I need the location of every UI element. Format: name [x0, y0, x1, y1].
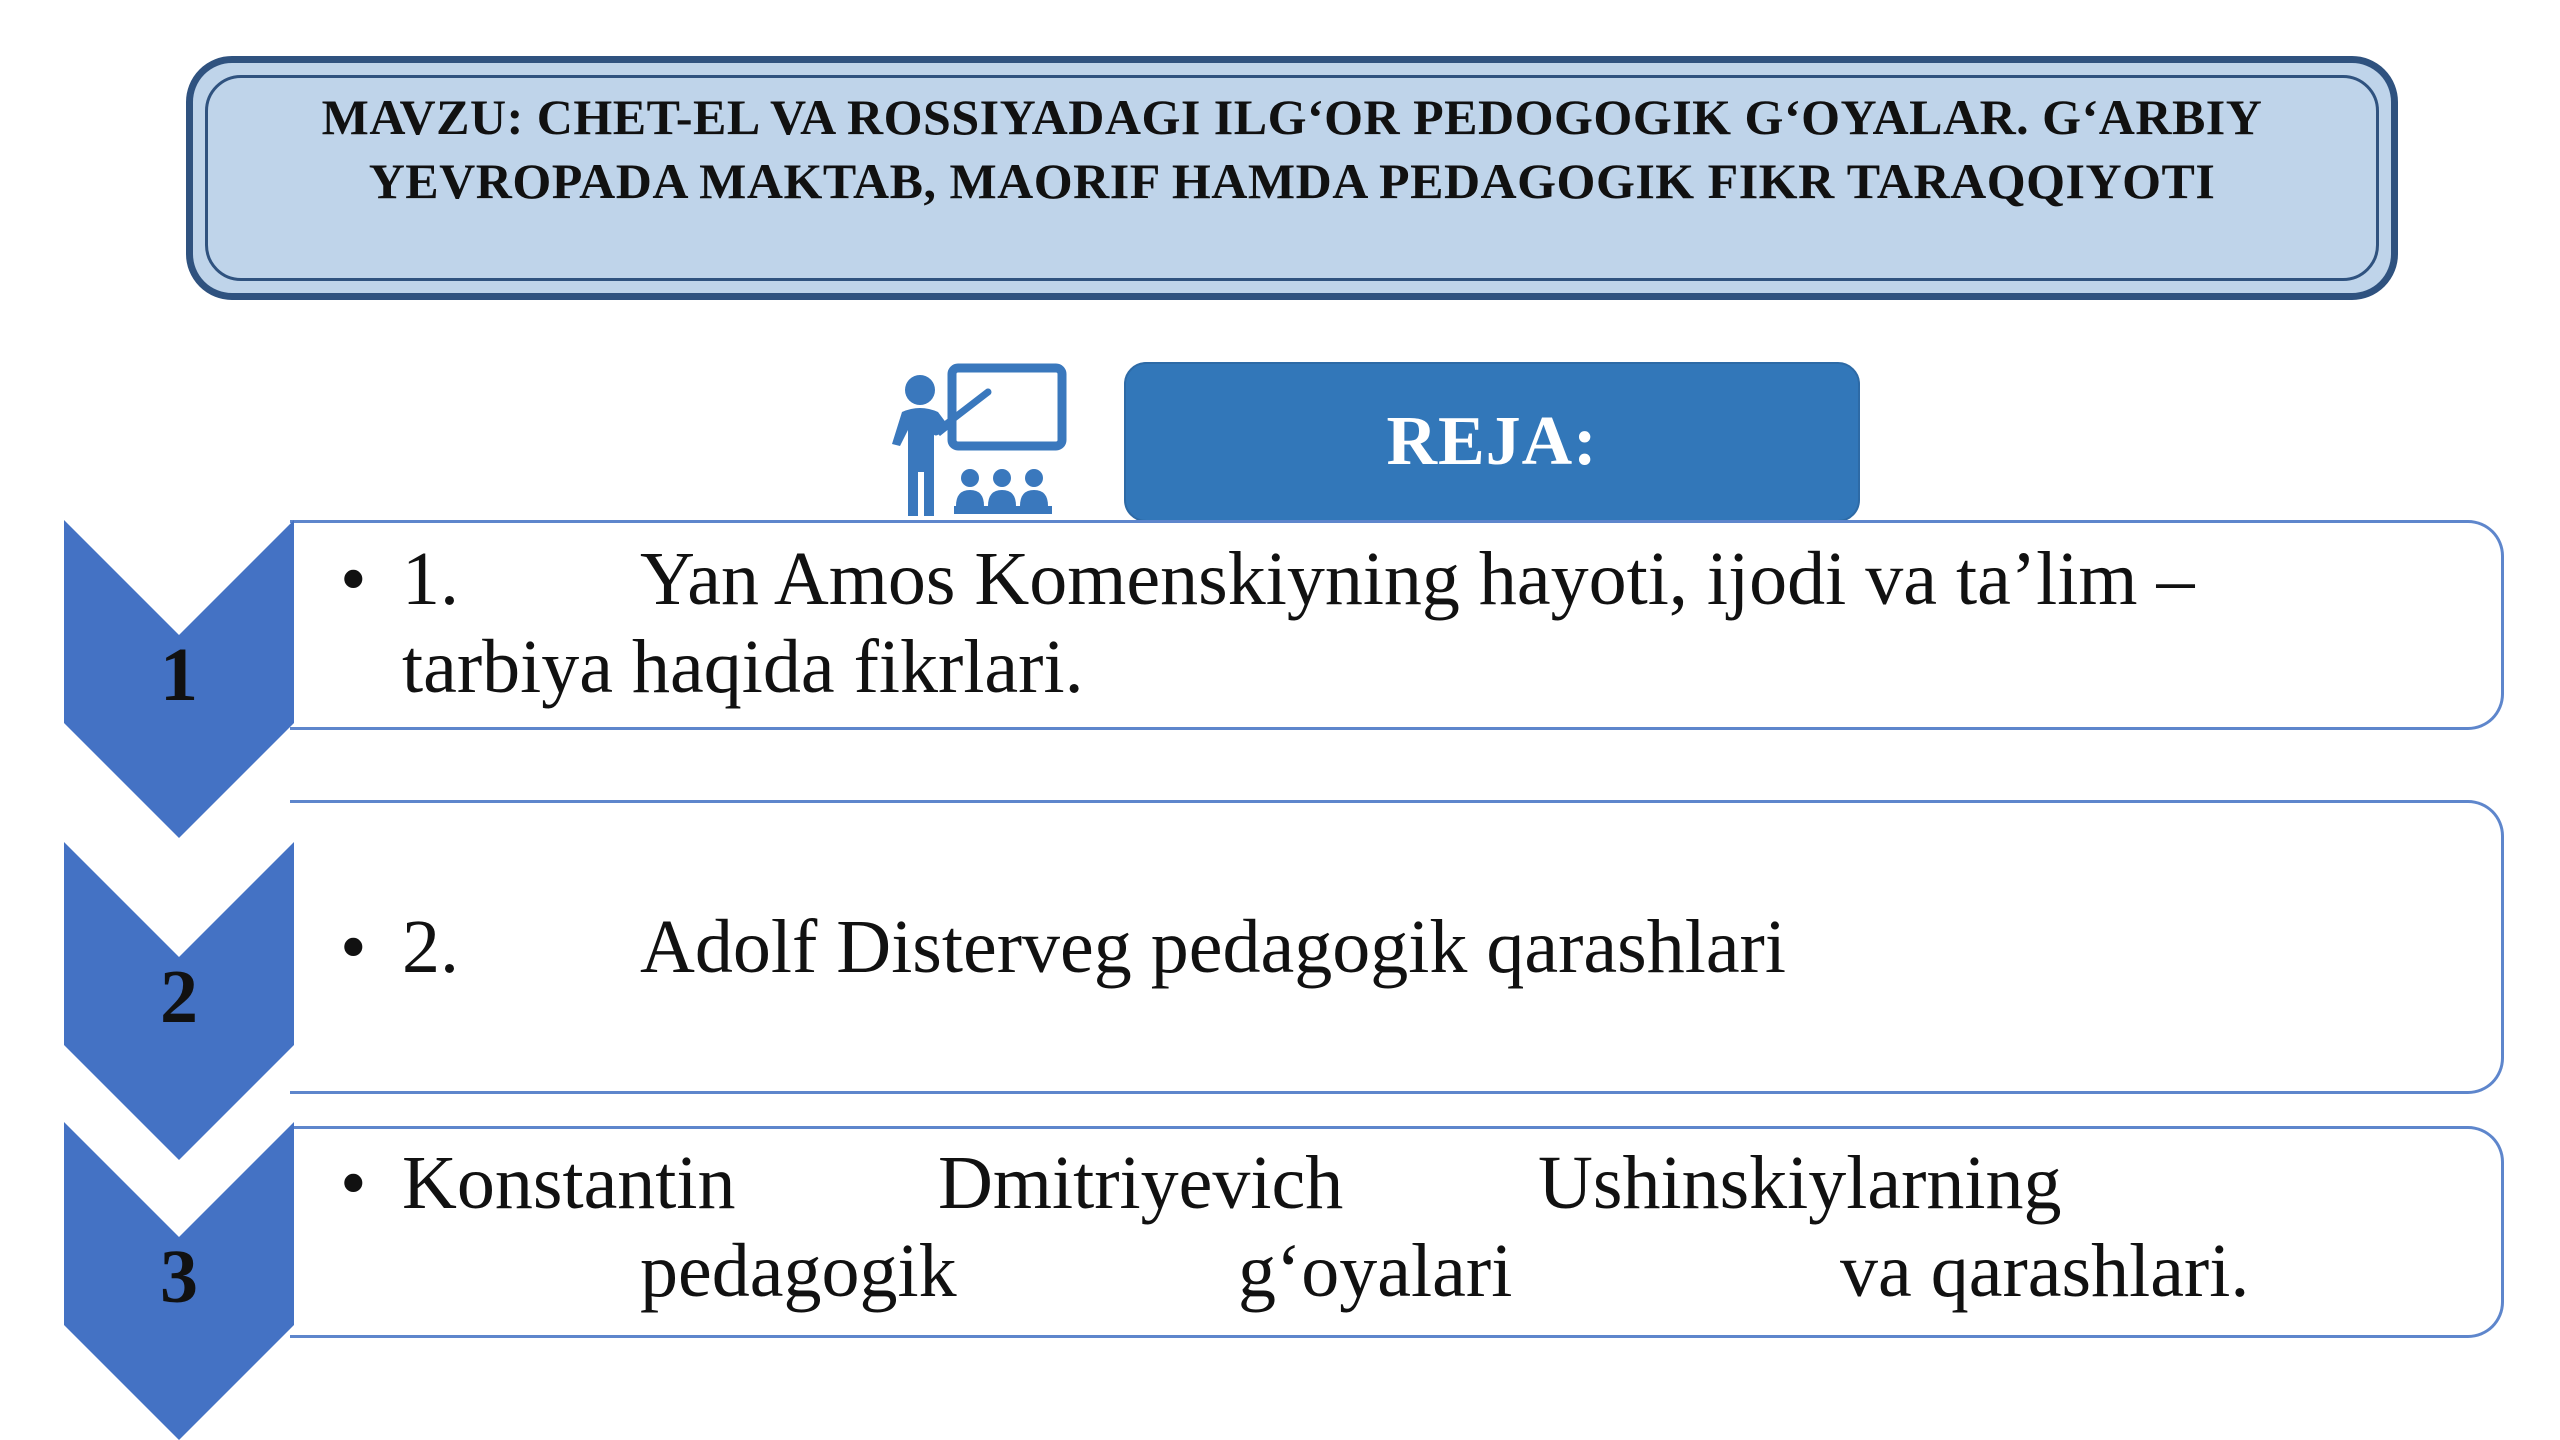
plan-item-3-word-5: g‘oyalari — [1238, 1229, 1513, 1313]
plan-item-3-box — [290, 1126, 2504, 1338]
plan-item-3-word-6: va qarashlari. — [1840, 1229, 2250, 1313]
plan-item-3-word-1: Konstantin — [402, 1141, 736, 1225]
topic-title-line-1: MAVZU: CHET-EL VA ROSSIYADAGI ILG‘OR PEDOGOGIK G‘OYALAR. G‘ARBIY — [321, 89, 2263, 145]
plan-header-label: REJA: — [1386, 403, 1598, 480]
plan-item-1-line-1: Yan Amos Komenskiyning hayoti, ijodi va ta’lim – — [640, 537, 2195, 621]
teacher-at-board-icon — [880, 360, 1070, 520]
plan-item-1-prefix: 1. — [402, 537, 459, 621]
plan-item-2-line-1: Adolf Disterveg pedagogik qarashlari — [640, 905, 1786, 989]
plan-header — [1124, 362, 1860, 522]
plan-item-3-word-2: Dmitriyevich — [938, 1141, 1344, 1225]
plan-item-2-number: 2 — [160, 955, 198, 1039]
topic-title-line-2: YEVROPADA MAKTAB, MAORIF HAMDA PEDAGOGIK FIKR TARAQQIYOTI — [368, 153, 2216, 209]
plan-item-3-word-3: Ushinskiylarning — [1538, 1141, 2062, 1225]
plan-item-3-number: 3 — [160, 1235, 198, 1319]
plan-item-2-box — [290, 800, 2504, 1094]
plan-item-1-number: 1 — [160, 633, 198, 717]
plan-item-2-bullet: • — [340, 905, 367, 989]
plan-item-2-prefix: 2. — [402, 905, 459, 989]
plan-item-1-box — [290, 520, 2504, 730]
topic-title — [233, 85, 2351, 213]
plan-item-2-chevron — [64, 842, 294, 1160]
plan-item-1-bullet: • — [340, 537, 367, 621]
plan-item-1-line-2: tarbiya haqida fikrlari. — [402, 625, 1084, 709]
plan-item-1-chevron — [64, 520, 294, 838]
topic-banner — [186, 56, 2398, 300]
plan-item-3-bullet: • — [340, 1141, 367, 1225]
plan-item-3-chevron — [64, 1122, 294, 1440]
plan-item-3-word-4: pedagogik — [640, 1229, 957, 1313]
